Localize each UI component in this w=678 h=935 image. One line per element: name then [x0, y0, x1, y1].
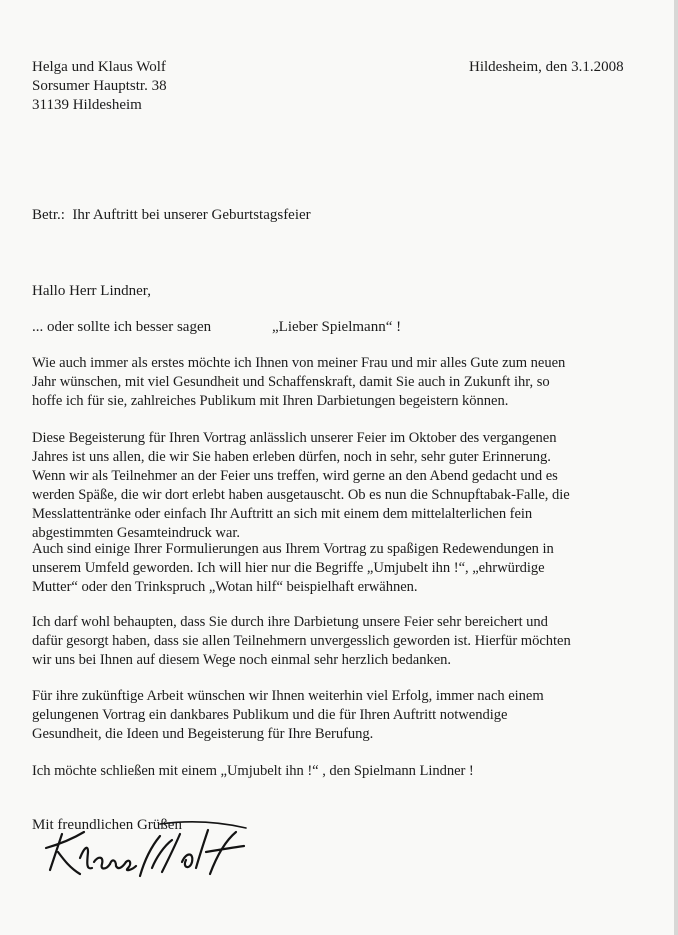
- body-line: wir uns bei Ihnen auf diesem Wege noch einmal sehr herzlich bedanken.: [32, 652, 451, 668]
- body-line: Gesundheit, die Ideen und Begeisterung für Ihre Berufung.: [32, 726, 374, 742]
- body-line: hoffe ich für sie, zahlreiches Publikum mit Ihren Darbietungen begeistern können.: [32, 393, 509, 409]
- place-date: Hildesheim, den 3.1.2008: [469, 59, 624, 75]
- body-line: werden Späße, die wir dort erlebt haben ausgetauscht. Ob es nun die Schnupftabak-Falle, die: [32, 487, 570, 503]
- body-line: Auch sind einige Ihrer Formulierungen aus Ihrem Vortrag zu spaßigen Redewendungen in: [32, 541, 554, 557]
- body-line: Wenn wir als Teilnehmer an der Feier uns treffen, wird gerne an den Abend gedacht und es: [32, 468, 558, 484]
- body-line: gelungenen Vortrag ein dankbares Publikum und die für Ihren Auftritt notwendige: [32, 707, 508, 723]
- handwritten-signature: [40, 818, 250, 893]
- body-line: Messlattentränke oder einfach Ihr Auftritt an sich mit einem dem mittelalterlichen fein: [32, 506, 533, 522]
- scan-edge: [674, 0, 678, 935]
- signature-drawing: [40, 818, 250, 888]
- subject-line: Betr.: Ihr Auftritt bei unserer Geburtstagsfeier: [32, 207, 311, 223]
- sender-city: 31139 Hildesheim: [32, 97, 142, 113]
- body-line: Für ihre zukünftige Arbeit wünschen wir Ihnen weiterhin viel Erfolg, immer nach einem: [32, 688, 544, 704]
- body-line: Jahres ist uns allen, die wir Sie haben erleben dürfen, noch in sehr, sehr guter Erinnerung.: [32, 449, 551, 465]
- body-line: dafür gesorgt haben, dass sie allen Teilnehmern unvergesslich geworden ist. Hierfür möchten: [32, 633, 571, 649]
- body-line: abgestimmten Gesamteindruck war.: [32, 525, 240, 541]
- alt-salutation-prefix: ... oder sollte ich besser sagen: [32, 319, 212, 335]
- body-line: unserem Umfeld geworden. Ich will hier nur die Begriffe „Umjubelt ihn !“, „ehrwürdige: [32, 560, 545, 576]
- sender-street: Sorsumer Hauptstr. 38: [32, 78, 167, 94]
- body-line: Ich darf wohl behaupten, dass Sie durch ihre Darbietung unsere Feier sehr bereichert und: [32, 614, 548, 630]
- closing: Mit freundlichen Grüßen: [32, 817, 182, 833]
- body-line: Diese Begeisterung für Ihren Vortrag anlässlich unserer Feier im Oktober des vergangenen: [32, 430, 557, 446]
- sender-name: Helga und Klaus Wolf: [32, 59, 166, 75]
- body-line: Mutter“ oder den Trinkspruch „Wotan hilf“ beispielhaft erwähnen.: [32, 579, 418, 595]
- body-line: Ich möchte schließen mit einem „Umjubelt ihn !“ , den Spielmann Lindner !: [32, 763, 474, 779]
- body-line: Jahr wünschen, mit viel Gesundheit und Schaffenskraft, damit Sie auch in Zukunft ihr, so: [32, 374, 550, 390]
- alt-salutation-quote: „Lieber Spielmann“ !: [272, 319, 402, 335]
- salutation: Hallo Herr Lindner,: [32, 283, 151, 299]
- sender-address: [32, 58, 167, 115]
- body-line: Wie auch immer als erstes möchte ich Ihnen von meiner Frau und mir alles Gute zum neuen: [32, 355, 566, 371]
